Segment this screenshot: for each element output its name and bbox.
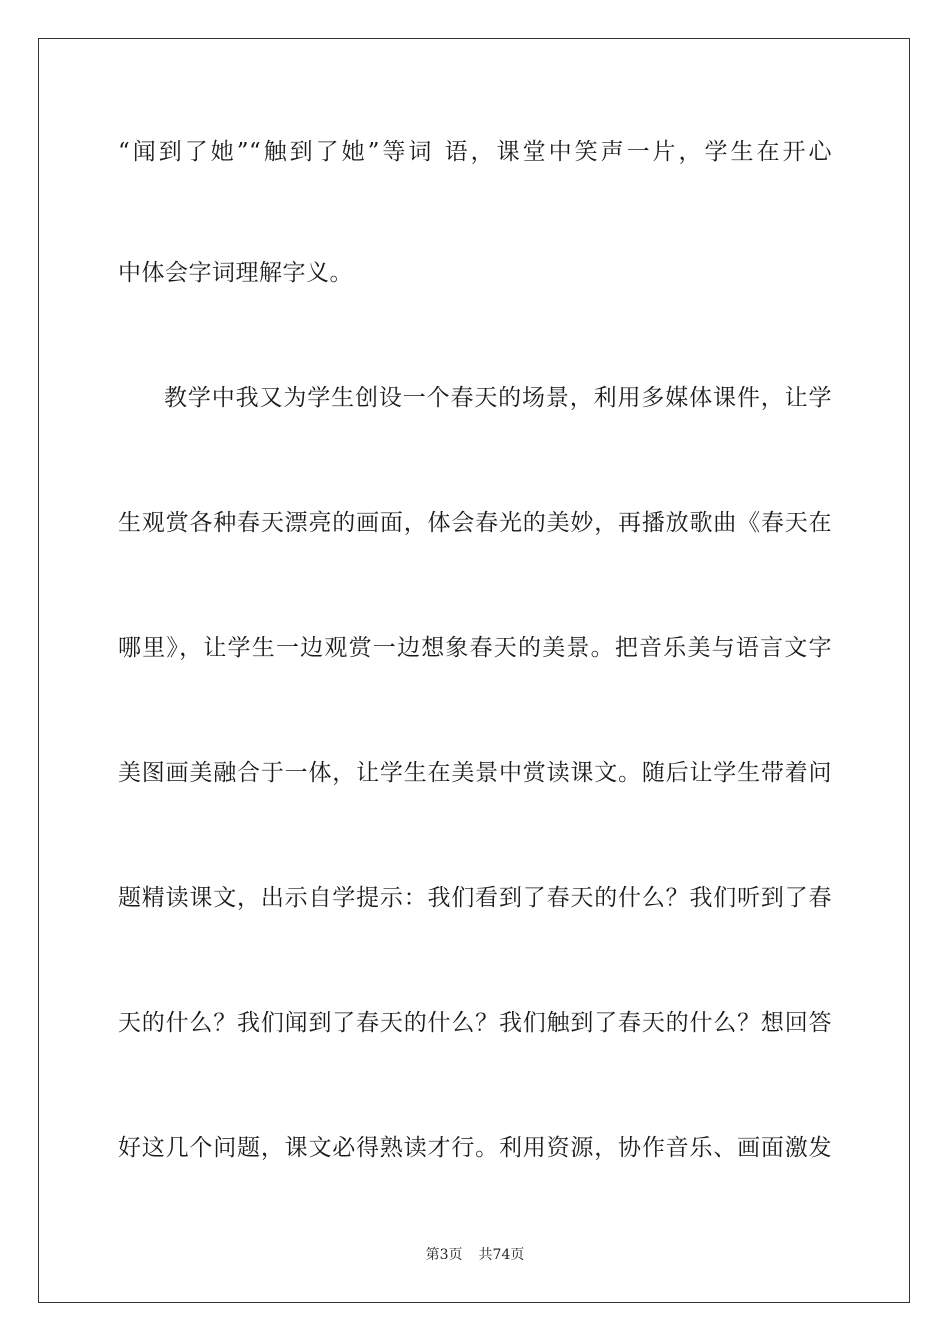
text-line: 生观赏各种春天漂亮的画面，体会春光的美妙，再播放歌曲《春天在 xyxy=(118,510,832,536)
page-border xyxy=(38,38,910,1303)
current-page-label: 第3页 xyxy=(425,1247,463,1263)
paragraph-first-line: 教学中我又为学生创设一个春天的场景，利用多媒体课件，让学 xyxy=(164,385,832,411)
text-line: 题精读课文，出示自学提示：我们看到了春天的什么？我们听到了春 xyxy=(118,885,832,911)
text-line: 哪里》，让学生一边观赏一边想象春天的美景。把音乐美与语言文字 xyxy=(118,635,832,661)
text-line: “闻到了她”“触到了她”等词 语，课堂中笑声一片，学生在开心 xyxy=(118,139,832,165)
text-line: 天的什么？我们闻到了春天的什么？我们触到了春天的什么？想回答 xyxy=(118,1010,832,1036)
text-line: 好这几个问题，课文必得熟读才行。利用资源，协作音乐、画面激发 xyxy=(118,1135,832,1161)
page-footer xyxy=(0,1246,950,1264)
text-line: 美图画美融合于一体，让学生在美景中赏读课文。随后让学生带着问 xyxy=(118,760,832,786)
text-line: 中体会字词理解字义。 xyxy=(118,260,353,286)
total-pages-label: 共74页 xyxy=(478,1247,525,1263)
